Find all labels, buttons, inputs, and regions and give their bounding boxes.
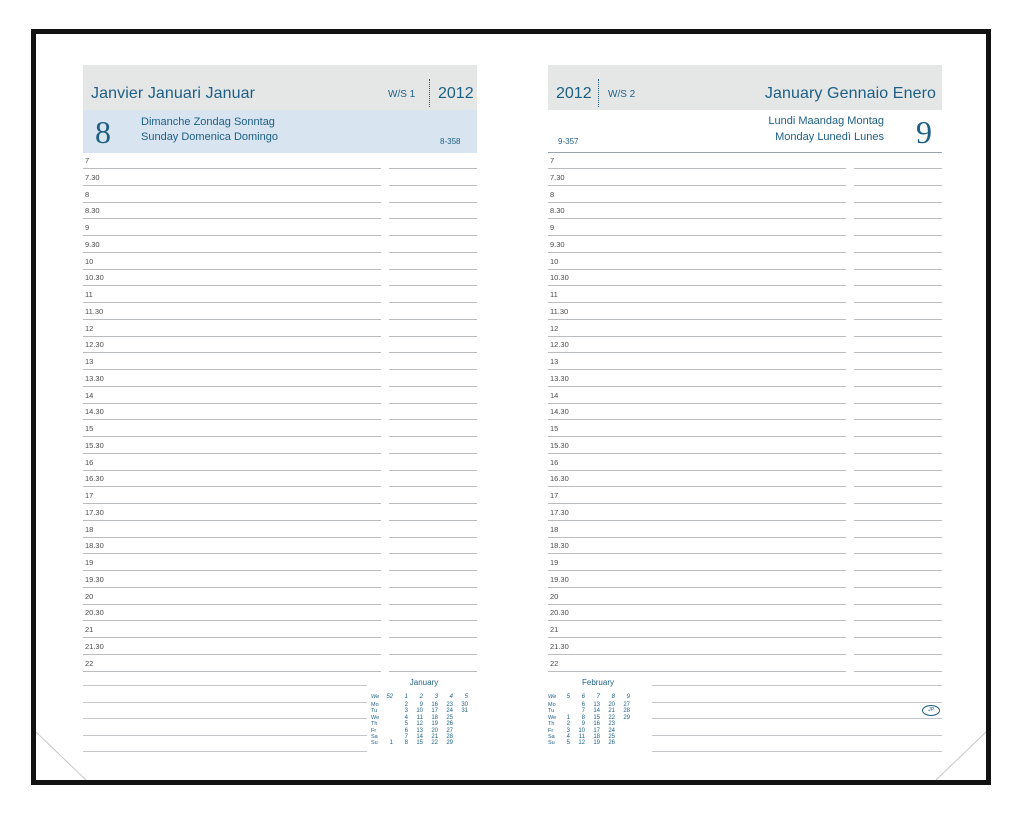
time-slot-row[interactable] <box>548 421 942 437</box>
day-count: 9-357 <box>558 137 579 146</box>
time-label: 8.30 <box>550 206 565 216</box>
calendar-day: 11 <box>416 714 423 721</box>
time-slot-row[interactable] <box>548 153 942 169</box>
time-slot-row[interactable] <box>548 220 942 236</box>
time-label: 16.30 <box>550 474 569 484</box>
diary-spread <box>31 29 991 785</box>
time-label: 14 <box>85 390 94 400</box>
time-slot-row[interactable] <box>548 488 942 504</box>
day-names-line1: Dimanche Zondag Sonntag <box>141 116 275 128</box>
time-slot-row[interactable] <box>83 371 477 387</box>
weekday-label: Su <box>548 740 555 747</box>
calendar-day: 8 <box>404 740 408 747</box>
day-number: 8 <box>95 114 111 150</box>
time-slot-row[interactable] <box>83 522 477 538</box>
side-column-line <box>389 671 477 672</box>
time-slot-row[interactable] <box>83 639 477 655</box>
time-slot-row[interactable] <box>548 605 942 621</box>
note-line[interactable] <box>83 735 367 736</box>
week-number-cell: 9 <box>626 694 630 700</box>
note-line[interactable] <box>652 702 942 703</box>
time-label: 10 <box>85 256 94 266</box>
time-slot-row[interactable] <box>83 388 477 404</box>
time-label: 14.30 <box>550 407 569 417</box>
time-slot-row[interactable] <box>83 589 477 605</box>
calendar-day: 23 <box>608 721 615 728</box>
time-label: 16.30 <box>85 474 104 484</box>
right-page <box>548 65 942 765</box>
time-slot-row[interactable] <box>83 455 477 471</box>
week-number-cell: 7 <box>596 694 600 700</box>
time-slot-row[interactable] <box>548 287 942 303</box>
calendar-day: 17 <box>593 727 600 734</box>
week-number-cell: 5 <box>566 694 570 700</box>
time-label: 19.30 <box>550 574 569 584</box>
time-slot-row[interactable] <box>83 321 477 337</box>
time-label: 8 <box>85 189 90 199</box>
left-page-header <box>83 65 477 110</box>
week-label: We <box>548 694 557 700</box>
time-slot-row[interactable] <box>83 237 477 253</box>
week-number-cell: 52 <box>386 694 393 700</box>
week-number-cell: 1 <box>404 694 408 700</box>
time-slot-row[interactable] <box>83 622 477 638</box>
time-label: 18.30 <box>550 541 569 551</box>
time-label: 11.30 <box>550 306 569 316</box>
calendar-day: 13 <box>416 727 423 734</box>
left-page <box>83 65 477 765</box>
calendar-day: 1 <box>389 740 393 747</box>
calendar-day: 4 <box>566 734 570 740</box>
calendar-day: 5 <box>566 740 570 747</box>
time-slot-row[interactable] <box>83 270 477 286</box>
time-slot-row[interactable] <box>83 153 477 169</box>
day-names-line2: Monday Lunedì Lunes <box>775 131 884 143</box>
weekday-label: Mo <box>371 702 379 708</box>
time-label: 22 <box>550 658 559 668</box>
time-label: 15.30 <box>550 440 569 450</box>
time-label: 17.30 <box>550 507 569 517</box>
weekday-label: Th <box>371 721 378 728</box>
week-number-cell: 4 <box>449 694 453 700</box>
time-label: 8.30 <box>85 206 100 216</box>
time-label: 9 <box>85 223 90 232</box>
time-label: 19.30 <box>85 574 104 584</box>
day-header <box>548 110 942 153</box>
calendar-day: 28 <box>446 734 453 740</box>
time-slot-row[interactable] <box>548 237 942 253</box>
calendar-day: 20 <box>431 727 438 734</box>
calendar-day: 3 <box>404 708 408 715</box>
time-slot-row[interactable] <box>83 404 477 420</box>
time-slot-row[interactable] <box>83 203 477 219</box>
calendar-day: 27 <box>623 702 630 708</box>
mini-calendar-month: January <box>409 678 439 687</box>
calendar-day: 9 <box>581 721 585 728</box>
calendar-day: 2 <box>566 721 570 728</box>
time-slot-row[interactable] <box>83 605 477 621</box>
calendar-day: 15 <box>593 714 600 721</box>
entry-line <box>548 671 846 672</box>
time-slot-row[interactable] <box>548 321 942 337</box>
weekday-label: We <box>371 714 380 721</box>
time-label: 10.30 <box>85 273 104 283</box>
time-slot-row[interactable] <box>548 270 942 286</box>
time-label: 16 <box>85 457 94 467</box>
calendar-day: 23 <box>446 702 453 708</box>
time-slot-row[interactable] <box>83 220 477 236</box>
entry-line <box>83 671 381 672</box>
time-label: 14.30 <box>85 407 104 417</box>
time-label: 21 <box>85 625 94 634</box>
calendar-day: 16 <box>593 721 600 728</box>
mini-calendar-month: February <box>581 678 614 687</box>
day-names-line1: Lundi Maandag Montag <box>768 115 884 127</box>
calendar-day: 13 <box>593 702 600 708</box>
calendar-day: 19 <box>431 721 438 728</box>
time-label: 21 <box>550 625 559 634</box>
time-slot-row[interactable] <box>548 589 942 605</box>
weekday-label: Th <box>548 721 555 728</box>
time-slot-row[interactable] <box>548 354 942 370</box>
time-slot-row[interactable] <box>548 388 942 404</box>
weekday-label: Tu <box>548 708 555 715</box>
time-slot-row[interactable] <box>548 639 942 655</box>
weekday-label: Fr <box>548 727 554 734</box>
time-slot-row[interactable] <box>83 438 477 454</box>
time-label: 10.30 <box>550 273 569 283</box>
time-label: 15 <box>550 424 559 433</box>
year: 2012 <box>556 85 592 102</box>
time-label: 13.30 <box>85 373 104 383</box>
time-label: 11 <box>85 290 93 299</box>
time-label: 13 <box>550 357 559 366</box>
time-slot-row[interactable] <box>83 572 477 588</box>
time-slot-row[interactable] <box>83 170 477 186</box>
week-number: W/S 1 <box>388 89 416 100</box>
time-slot-row[interactable] <box>548 522 942 538</box>
time-slot-row[interactable] <box>548 572 942 588</box>
week-number-cell: 8 <box>611 694 615 700</box>
calendar-day: 19 <box>593 740 600 747</box>
calendar-day: 12 <box>578 740 585 747</box>
calendar-day: 25 <box>446 714 453 721</box>
day-header <box>83 110 477 153</box>
time-label: 9.30 <box>550 239 565 249</box>
time-slot-row[interactable] <box>548 254 942 270</box>
note-line[interactable] <box>83 718 367 719</box>
calendar-day: 27 <box>446 727 453 734</box>
calendar-day: 18 <box>431 714 438 721</box>
time-label: 15 <box>85 424 94 433</box>
mini-calendar <box>548 678 648 758</box>
weekday-label: Sa <box>371 734 378 740</box>
time-label: 20.30 <box>550 608 569 618</box>
time-slot-row[interactable] <box>548 455 942 471</box>
weekday-label: Sa <box>548 734 555 740</box>
time-slot-row[interactable] <box>548 555 942 571</box>
weekday-label: Su <box>371 740 378 747</box>
calendar-day: 1 <box>566 714 570 721</box>
time-label: 19 <box>550 558 559 567</box>
note-line[interactable] <box>83 751 367 752</box>
calendar-day: 21 <box>431 734 438 740</box>
calendar-day: 26 <box>608 740 615 747</box>
time-label: 9 <box>550 223 555 232</box>
calendar-day: 24 <box>446 708 453 715</box>
right-page-header <box>548 65 942 110</box>
time-slot-row[interactable] <box>548 337 942 353</box>
time-label: 15.30 <box>85 440 104 450</box>
time-label: 17 <box>85 491 94 500</box>
time-label: 7 <box>85 156 90 165</box>
time-label: 20 <box>85 591 94 601</box>
calendar-day: 22 <box>431 740 438 747</box>
month-title: Janvier Januari Januar <box>91 85 256 102</box>
calendar-day: 5 <box>404 721 408 728</box>
time-slot-row[interactable] <box>83 304 477 320</box>
weekday-label: Fr <box>371 727 377 734</box>
time-slot-row[interactable] <box>548 304 942 320</box>
calendar-day: 28 <box>623 708 630 715</box>
week-number-cell: 2 <box>419 694 423 700</box>
time-label: 12 <box>550 323 559 333</box>
calendar-day: 14 <box>593 708 600 715</box>
weekday-label: We <box>548 714 557 721</box>
side-column-line <box>854 671 942 672</box>
time-label: 7.30 <box>85 172 100 182</box>
time-slot-row[interactable] <box>83 287 477 303</box>
time-label: 18 <box>550 524 559 534</box>
weekday-label: Tu <box>371 708 378 715</box>
calendar-day: 22 <box>608 714 615 721</box>
calendar-day: 6 <box>404 727 408 734</box>
time-label: 21.30 <box>85 641 104 651</box>
calendar-day: 30 <box>461 702 468 708</box>
day-count: 8-358 <box>440 137 461 146</box>
calendar-day: 8 <box>581 714 585 721</box>
time-label: 17 <box>550 491 559 500</box>
time-slot-row[interactable] <box>83 354 477 370</box>
time-label: 13.30 <box>550 373 569 383</box>
time-slot-row[interactable] <box>548 187 942 203</box>
time-label: 20 <box>550 591 559 601</box>
time-slot-row[interactable] <box>83 471 477 487</box>
time-label: 8 <box>550 189 555 199</box>
calendar-day: 25 <box>608 734 615 740</box>
calendar-day: 12 <box>416 721 423 728</box>
week-label: We <box>371 694 380 700</box>
time-slot-row[interactable] <box>548 404 942 420</box>
week-number-cell: 5 <box>464 694 468 700</box>
calendar-day: 11 <box>578 734 585 740</box>
time-slot-row[interactable] <box>83 505 477 521</box>
time-slot-row[interactable] <box>548 656 942 672</box>
calendar-day: 14 <box>416 734 423 740</box>
time-label: 20.30 <box>85 608 104 618</box>
time-slot-row[interactable] <box>83 421 477 437</box>
calendar-day: 10 <box>416 708 423 715</box>
time-slot-row[interactable] <box>548 505 942 521</box>
year: 2012 <box>438 85 474 102</box>
calendar-day: 29 <box>623 714 630 721</box>
note-line[interactable] <box>83 702 367 703</box>
time-slot-row[interactable] <box>83 488 477 504</box>
time-label: 22 <box>85 658 94 668</box>
calendar-day: 9 <box>419 702 423 708</box>
time-label: 7.30 <box>550 172 565 182</box>
note-line[interactable] <box>652 685 942 686</box>
time-slot-row[interactable] <box>548 471 942 487</box>
time-slot-row[interactable] <box>548 438 942 454</box>
time-label: 18.30 <box>85 541 104 551</box>
calendar-day: 17 <box>431 708 438 715</box>
time-slot-row[interactable] <box>83 656 477 672</box>
month-title: January Gennaio Enero <box>764 85 936 102</box>
time-label: 13 <box>85 357 94 366</box>
time-slot-row[interactable] <box>548 371 942 387</box>
time-slot-row[interactable] <box>83 538 477 554</box>
header-divider <box>429 79 430 107</box>
calendar-day: 15 <box>416 740 423 747</box>
week-number-cell: 6 <box>581 694 585 700</box>
time-slot-row[interactable] <box>83 337 477 353</box>
time-slot-row[interactable] <box>548 538 942 554</box>
calendar-day: 7 <box>404 734 408 740</box>
time-label: 12.30 <box>85 340 104 350</box>
calendar-day: 29 <box>446 740 453 747</box>
time-label: 12 <box>85 323 94 333</box>
note-line[interactable] <box>652 735 942 736</box>
calendar-day: 18 <box>593 734 600 740</box>
note-line[interactable] <box>652 718 942 719</box>
calendar-day: 4 <box>404 714 408 721</box>
time-slot-row[interactable] <box>548 170 942 186</box>
time-label: 9.30 <box>85 239 100 249</box>
calendar-day: 31 <box>461 708 468 715</box>
time-label: 7 <box>550 156 555 165</box>
note-line[interactable] <box>83 685 367 686</box>
time-label: 16 <box>550 457 559 467</box>
calendar-day: 20 <box>608 702 615 708</box>
time-label: 11 <box>550 290 558 299</box>
time-slot-row[interactable] <box>548 203 942 219</box>
calendar-day: 10 <box>578 727 585 734</box>
calendar-day: 16 <box>431 702 438 708</box>
time-slot-row[interactable] <box>83 254 477 270</box>
calendar-day: 24 <box>608 727 615 734</box>
time-label: 19 <box>85 558 94 567</box>
time-slot-row[interactable] <box>83 187 477 203</box>
time-label: 12.30 <box>550 340 569 350</box>
mini-calendar <box>371 678 477 758</box>
brand-logo: JP <box>922 705 940 716</box>
time-label: 18 <box>85 524 94 534</box>
note-line[interactable] <box>652 751 942 752</box>
calendar-day: 6 <box>581 702 585 708</box>
day-number: 9 <box>916 114 932 150</box>
calendar-day: 21 <box>608 708 615 715</box>
header-divider <box>598 79 599 107</box>
time-label: 21.30 <box>550 641 569 651</box>
calendar-day: 2 <box>404 702 408 708</box>
calendar-day: 26 <box>446 721 453 728</box>
time-label: 10 <box>550 256 559 266</box>
time-label: 14 <box>550 390 559 400</box>
week-number-cell: 3 <box>434 694 438 700</box>
weekday-label: Mo <box>548 702 556 708</box>
time-slot-row[interactable] <box>83 555 477 571</box>
time-label: 17.30 <box>85 507 104 517</box>
calendar-day: 3 <box>566 727 570 734</box>
day-names-line2: Sunday Domenica Domingo <box>141 131 278 143</box>
calendar-day: 7 <box>581 708 585 715</box>
week-number: W/S 2 <box>608 89 636 100</box>
time-slot-row[interactable] <box>548 622 942 638</box>
time-label: 11.30 <box>85 306 104 316</box>
